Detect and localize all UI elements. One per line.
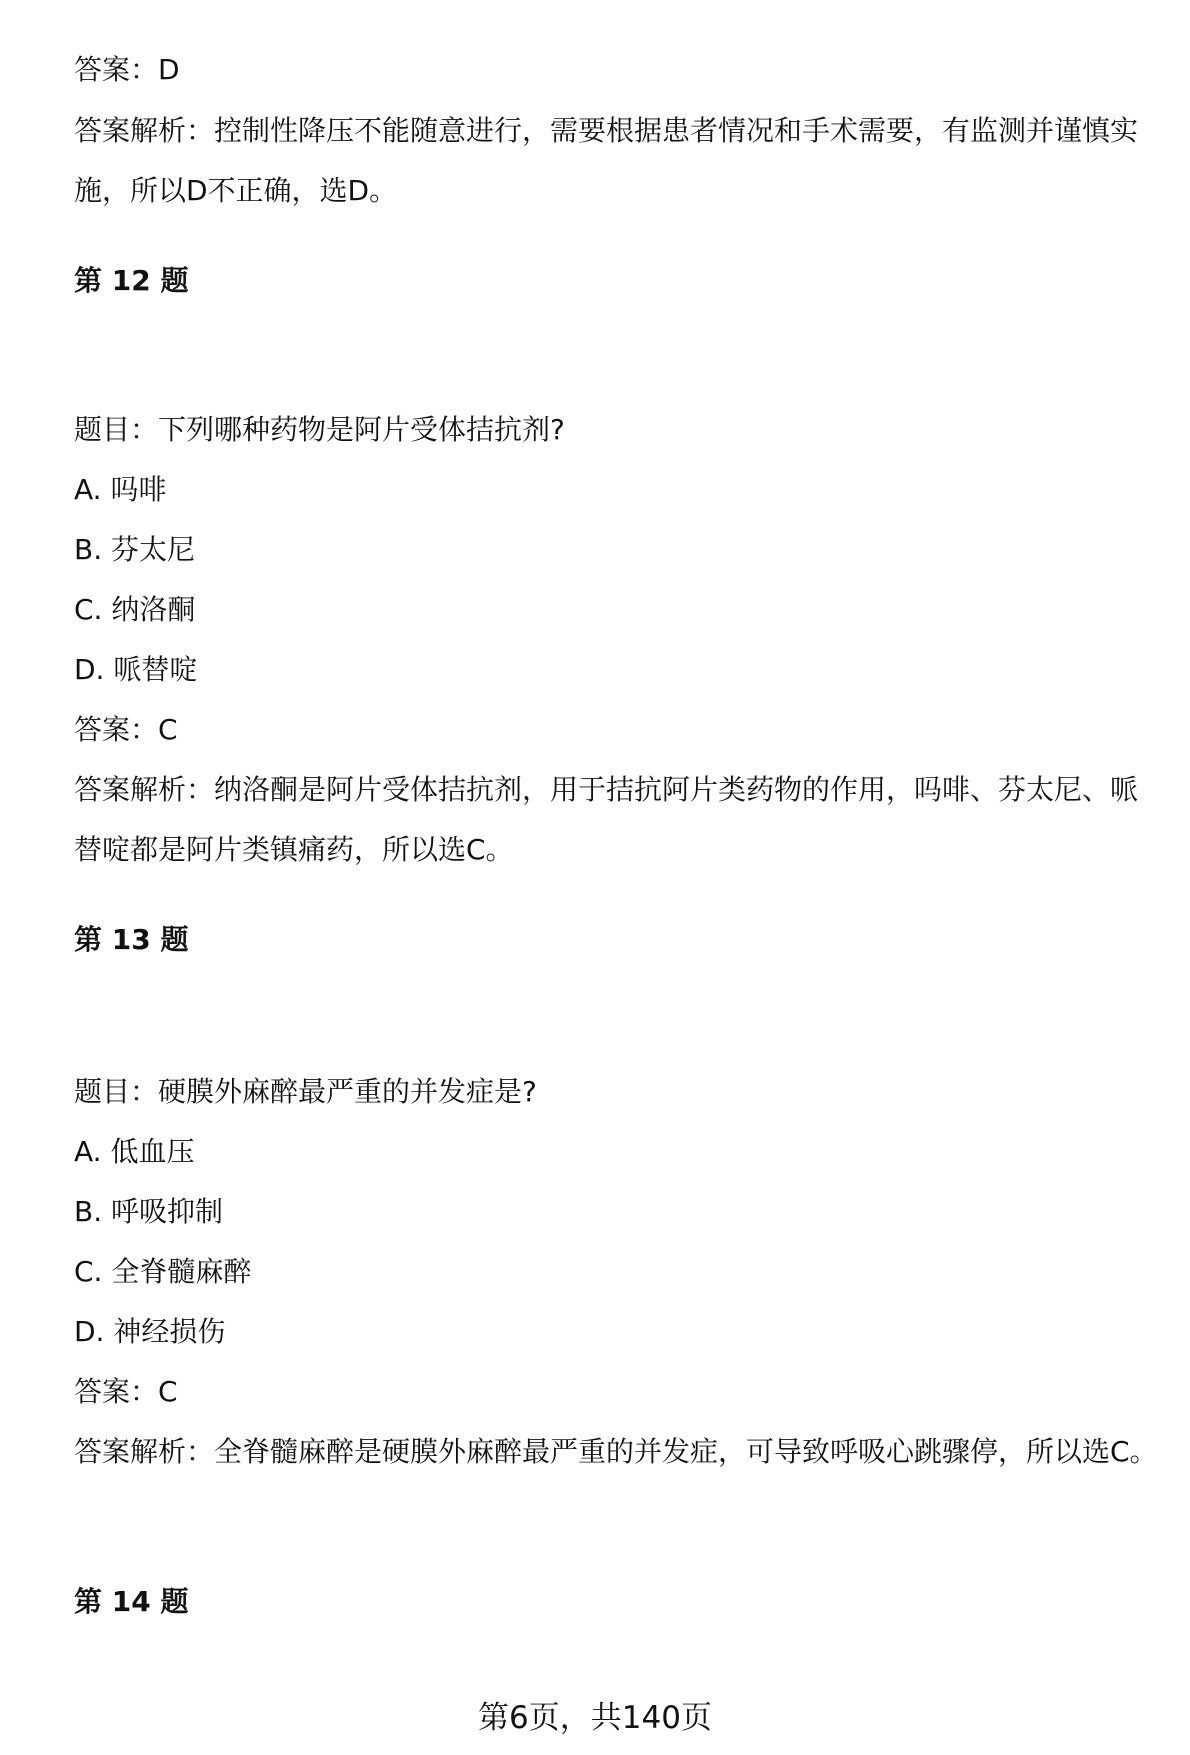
explanation-paragraph: 答案解析：全脊髓麻醉是硬膜外麻醉最严重的并发症，可导致呼吸心跳骤停，所以选C。 bbox=[74, 1435, 1158, 1468]
option-d: D. 哌替啶 bbox=[74, 653, 198, 686]
option-a: A. 吗啡 bbox=[74, 473, 167, 506]
option-b: B. 呼吸抑制 bbox=[74, 1195, 224, 1228]
answer-line: 答案：D bbox=[74, 53, 180, 86]
option-d: D. 神经损伤 bbox=[74, 1315, 226, 1348]
option-c: C. 纳洛酮 bbox=[74, 593, 196, 626]
question-heading: 第 12 题 bbox=[74, 264, 189, 297]
option-a: A. 低血压 bbox=[74, 1135, 195, 1168]
page-number-footer: 第6页，共140页 bbox=[478, 1700, 712, 1736]
option-b: B. 芬太尼 bbox=[74, 533, 196, 566]
question-text: 题目：下列哪种药物是阿片受体拮抗剂? bbox=[74, 413, 565, 446]
option-c: C. 全脊髓麻醉 bbox=[74, 1255, 252, 1288]
question-text: 题目：硬膜外麻醉最严重的并发症是? bbox=[74, 1075, 537, 1108]
answer-line: 答案：C bbox=[74, 713, 178, 746]
answer-line: 答案：C bbox=[74, 1375, 178, 1408]
explanation-paragraph: 答案解析：纳洛酮是阿片受体拮抗剂，用于拮抗阿片类药物的作用，吗啡、芬太尼、哌替啶都是阿片类镇痛药，所以选C。 bbox=[74, 773, 1139, 866]
question-heading: 第 13 题 bbox=[74, 923, 189, 956]
explanation-paragraph: 答案解析：控制性降压不能随意进行，需要根据患者情况和手术需要，有监测并谨慎实施，所以D不正确，选D。 bbox=[74, 114, 1139, 207]
question-heading: 第 14 题 bbox=[74, 1585, 189, 1618]
